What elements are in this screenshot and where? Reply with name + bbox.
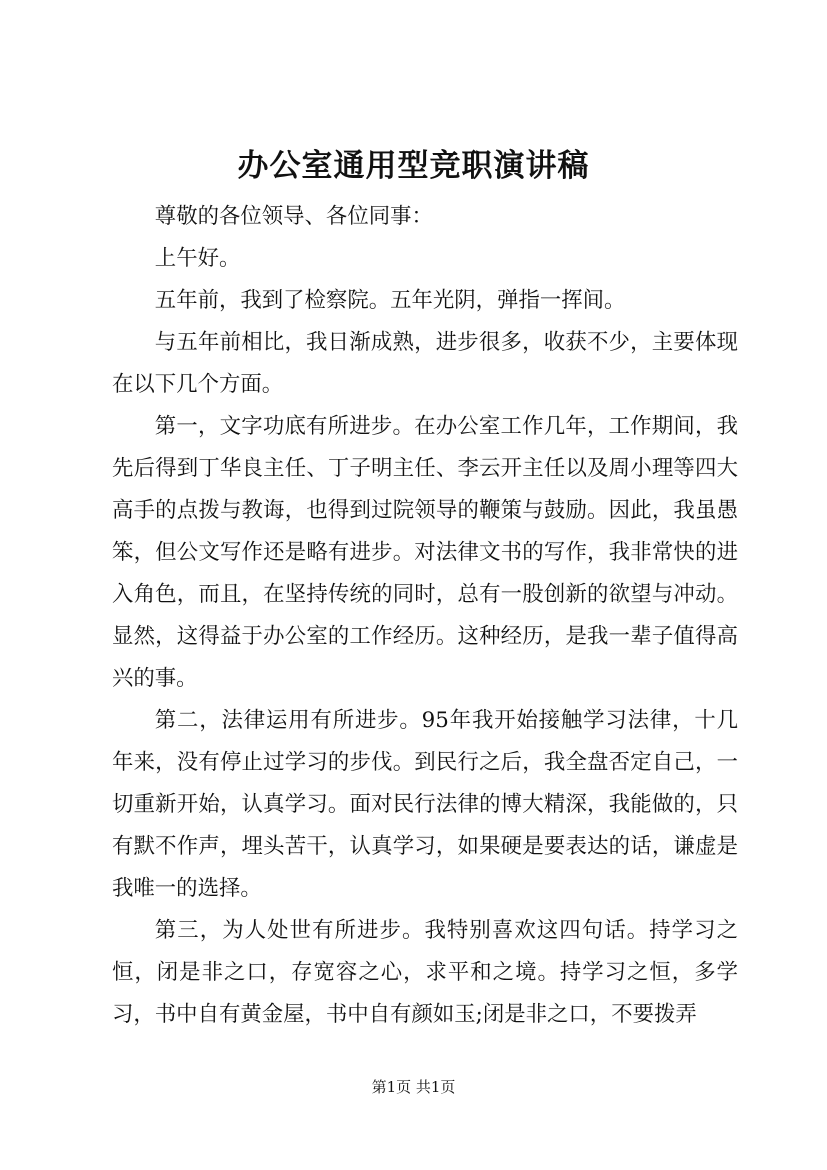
body-paragraph: 与五年前相比，我日渐成熟，进步很多，收获不少，主要体现在以下几个方面。 [112,330,738,397]
body-paragraph: 五年前，我到了检察院。五年光阴，弹指一挥间。 [154,288,626,313]
document-title: 办公室通用型竞职演讲稿 [237,148,590,184]
page-number-footer: 第1页 共1页 [371,1078,456,1096]
salutation-paragraph: 尊敬的各位领导、各位同事： [154,204,433,229]
body-paragraph: 第三，为人处世有所进步。我特别喜欢这四句话。持学习之恒，闭是非之口，存宽容之心，求平和之境。持学习之恒，多学习，书中自有黄金屋，书中自有颜如玉;闭是非之口，不要拨弄 [112,918,738,1027]
greeting-paragraph: 上午好。 [154,246,241,271]
document-body [112,196,738,1036]
body-paragraph: 第二，法律运用有所进步。95年我开始接触学习法律，十几年来，没有停止过学习的步伐。到民行之后，我全盘否定自己，一切重新开始，认真学习。面对民行法律的博大精深，我能做的，只有默不作声，埋头苦干，认真学习，如果硬是要表达的话，谦虚是我唯一的选择。 [112,708,738,901]
body-paragraph: 第一，文字功底有所进步。在办公室工作几年，工作期间，我先后得到丁华良主任、丁子明主任、李云开主任以及周小理等四大高手的点拨与教诲，也得到过院领导的鞭策与鼓励。因此，我虽愚笨，但公文写作还是略有进步。对法律文书的写作，我非常快的进入角色，而且，在坚持传统的同时，总有一股创新的欲望与冲动。显然，这得益于办公室的工作经历。这种经历，是我一辈子值得高兴的事。 [112,414,738,691]
